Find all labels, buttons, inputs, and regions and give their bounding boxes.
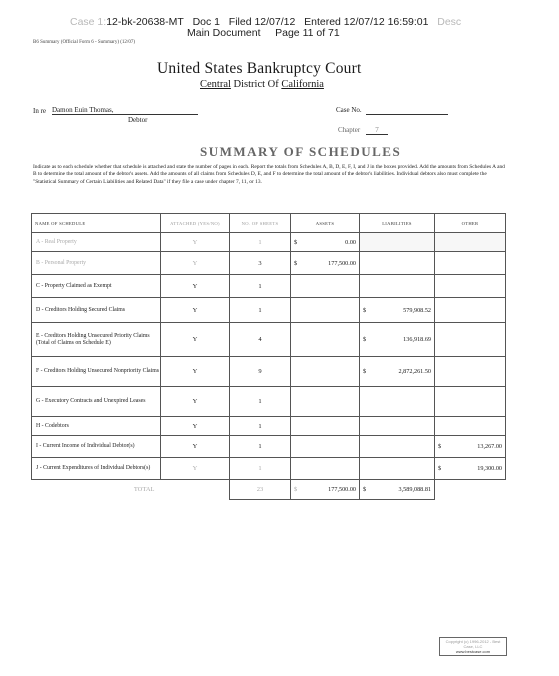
sheets-value: 1 <box>230 387 291 417</box>
table-header-row <box>32 214 506 233</box>
assets-value <box>291 387 360 417</box>
table-row <box>32 275 506 298</box>
court-title: United States Bankruptcy Court <box>157 60 362 77</box>
total-row <box>32 480 506 500</box>
doc-number: Doc 1 <box>192 16 221 28</box>
liabilities-value <box>360 436 435 458</box>
other-value <box>435 298 506 323</box>
table-row <box>32 458 506 480</box>
assets-value <box>291 298 360 323</box>
schedule-name: J - Current Expenditures of Individual Debtors(s) <box>32 458 161 480</box>
attached-value: Y <box>161 417 230 436</box>
schedule-name: A - Real Property <box>32 233 161 252</box>
header-liabilities: LIABILITIES <box>360 214 435 233</box>
currency-symbol: $ <box>294 238 298 246</box>
case-number: 12-bk-20638-MT <box>106 16 184 28</box>
sheets-value: 1 <box>230 417 291 436</box>
assets-value <box>291 357 360 387</box>
assets-value <box>291 275 360 298</box>
sheets-value: 1 <box>230 233 291 252</box>
liabilities-value <box>360 233 435 252</box>
debtor-label: Debtor <box>128 116 148 124</box>
total-liabilities-amount: 3,589,088.81 <box>398 486 431 493</box>
currency-symbol: $ <box>363 368 367 375</box>
table-row <box>32 357 506 387</box>
attached-value: Y <box>161 458 230 480</box>
schedule-name: C - Property Claimed as Exempt <box>32 275 161 298</box>
assets-value <box>291 436 360 458</box>
attached-value: Y <box>161 275 230 298</box>
table-row <box>32 436 506 458</box>
other-value <box>435 275 506 298</box>
assets-value <box>291 323 360 357</box>
schedule-name: E - Creditors Holding Unsecured Priority Claims (Total of Claims on Schedule E) <box>32 323 161 357</box>
table-row <box>32 233 506 252</box>
total-sheets: 23 <box>230 480 291 500</box>
table-row <box>32 298 506 323</box>
assets-amount: 177,500.00 <box>328 259 356 267</box>
desc-label: Desc <box>437 16 462 28</box>
main-document-label: Main Document <box>187 27 261 39</box>
entered-date: Entered 12/07/12 16:59:01 <box>304 16 429 28</box>
other-amount: 19,300.00 <box>477 465 502 472</box>
assets-amount: 0.00 <box>345 238 356 246</box>
total-label: TOTAL <box>133 486 155 494</box>
total-liabilities <box>360 480 435 500</box>
schedule-name: F - Creditors Holding Unsecured Nonpriority Claims <box>32 357 161 387</box>
header-name: NAME OF SCHEDULE <box>32 214 161 233</box>
sheets-value: 1 <box>230 298 291 323</box>
schedule-name: D - Creditors Holding Secured Claims <box>32 298 161 323</box>
liabilities-value <box>360 417 435 436</box>
summary-title: SUMMARY OF SCHEDULES <box>200 144 402 159</box>
liabilities-amount: 579,908.52 <box>403 306 431 314</box>
attached-value: Y <box>161 387 230 417</box>
other-value <box>435 436 506 458</box>
case-prefix: Case 1: <box>70 16 107 28</box>
attached-value: Y <box>161 323 230 357</box>
software-watermark <box>439 637 507 656</box>
currency-symbol: $ <box>363 306 367 314</box>
instructions-text: Indicate as to each schedule whether that schedule is attached and state the number of pages in each. Report the totals from Schedules A, B, D, E, F, I, and J in the boxes provided. Add the amounts from Schedules A and B to determine the total amount of the debtor's assets. Add the amounts of all claims from Schedules D, E, and F to determine the total amount of the debtor's liabilities. Individual debtors also must complete the "Statistical Summary of Certain Liabilities and Related Data" if they file a case under chapter 7, 11, or 13. <box>33 164 505 185</box>
form-label: B6 Summary (Official Form 6 - Summary) (12/07) <box>33 40 135 45</box>
assets-value <box>291 417 360 436</box>
district-mid: District Of <box>230 79 282 90</box>
other-value <box>435 252 506 275</box>
currency-symbol: $ <box>438 465 442 472</box>
case-no-label: Case No. <box>336 106 362 114</box>
other-value <box>435 357 506 387</box>
debtor-name: Damon Euin Thomas, <box>52 106 198 115</box>
chapter-field: 7 <box>366 126 388 135</box>
table-row <box>32 417 506 436</box>
schedule-name: B - Personal Property <box>32 252 161 275</box>
liabilities-value <box>360 357 435 387</box>
schedule-name: I - Current Income of Individual Debtor(s) <box>32 436 161 458</box>
assets-value <box>291 458 360 480</box>
attached-value: Y <box>161 298 230 323</box>
total-assets <box>291 480 360 500</box>
liabilities-amount: 2,872,261.50 <box>398 368 431 375</box>
attached-value: Y <box>161 233 230 252</box>
total-other-blank <box>435 480 506 500</box>
sheets-value: 4 <box>230 323 291 357</box>
other-value <box>435 458 506 480</box>
watermark-line2: www.bestcase.com <box>455 649 491 654</box>
currency-symbol: $ <box>294 486 298 493</box>
table-row <box>32 387 506 417</box>
liabilities-amount: 136,918.69 <box>403 336 431 343</box>
liabilities-value <box>360 298 435 323</box>
table-row <box>32 323 506 357</box>
sheets-value: 1 <box>230 275 291 298</box>
chapter-label: Chapter <box>338 126 361 134</box>
sheets-value: 3 <box>230 252 291 275</box>
header-other: OTHER <box>435 214 506 233</box>
liabilities-value <box>360 387 435 417</box>
currency-symbol: $ <box>363 336 367 343</box>
liabilities-value <box>360 252 435 275</box>
other-value <box>435 233 506 252</box>
total-assets-amount: 177,500.00 <box>328 486 356 493</box>
table-row <box>32 252 506 275</box>
currency-symbol: $ <box>438 443 442 450</box>
assets-value <box>291 252 360 275</box>
currency-symbol: $ <box>363 486 367 493</box>
other-value <box>435 417 506 436</box>
liabilities-value <box>360 323 435 357</box>
district-suffix: California <box>281 79 324 90</box>
header-attached: ATTACHED (YES/NO) <box>161 214 230 233</box>
liabilities-value <box>360 458 435 480</box>
attached-value: Y <box>161 252 230 275</box>
total-blank <box>161 480 230 500</box>
other-value <box>435 323 506 357</box>
watermark-line1: Copyright (c) 1996-2012 - Best Case, LLC <box>445 639 501 649</box>
page-indicator: Page 11 of 71 <box>275 27 340 39</box>
sheets-value: 9 <box>230 357 291 387</box>
court-district <box>200 79 324 90</box>
in-re-label: In re <box>33 107 47 115</box>
sheets-value: 1 <box>230 436 291 458</box>
other-amount: 13,267.00 <box>477 443 502 450</box>
header-sheets: NO. OF SHEETS <box>230 214 291 233</box>
schedules-table <box>31 213 506 500</box>
schedule-name: H - Codebtors <box>32 417 161 436</box>
district-prefix: Central <box>200 79 231 90</box>
other-value <box>435 387 506 417</box>
case-header-line2 <box>187 27 340 39</box>
attached-value: Y <box>161 436 230 458</box>
filed-date: Filed 12/07/12 <box>228 16 296 28</box>
header-assets: ASSETS <box>291 214 360 233</box>
assets-value <box>291 233 360 252</box>
sheets-value: 1 <box>230 458 291 480</box>
case-no-field <box>366 106 448 115</box>
liabilities-value <box>360 275 435 298</box>
attached-value: Y <box>161 357 230 387</box>
schedule-name: G - Executory Contracts and Unexpired Leases <box>32 387 161 417</box>
currency-symbol: $ <box>294 259 298 267</box>
